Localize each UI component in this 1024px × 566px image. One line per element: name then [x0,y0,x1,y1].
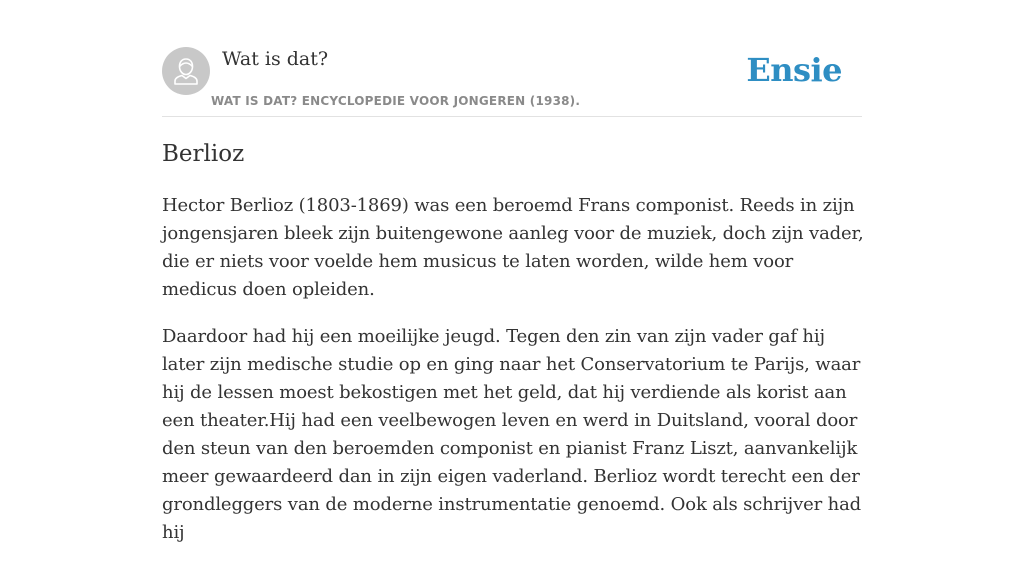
article-paragraph-2: Daardoor had hij een moeilijke jeugd. Tegen den zin van zijn vader gaf hij later zijn medische studie op en ging naar het Conservatorium te Parijs, waar hij de lessen moest bekostigen met het geld, dat hij verdiende als korist aan een theater.Hij had een veelbewogen leven en werd in Duitsland, vooral door den steun van den beroemden componist en pianist Franz Liszt, aanvankelijk meer gewaardeerd dan in zijn eigen vaderland. Berlioz wordt terecht een der grondleggers van de moderne instrumentatie genoemd. Ook als schrijver had hij [162,326,862,543]
article-paragraph-1: Hector Berlioz (1803-1869) was een beroemd Frans componist. Reeds in zijn jongensjaren bleek zijn buitengewone aanleg voor de muziek, doch zijn vader, die er niets voor voelde hem musicus te laten worden, wilde hem voor medicus doen opleiden. [162,195,864,300]
source-header [162,46,862,117]
user-silhouette-icon [162,47,210,95]
source-title[interactable]: Wat is dat? [222,48,329,70]
article-title: Berlioz [162,141,245,167]
ensie-logo-link[interactable]: Ensie [746,51,842,89]
source-avatar[interactable] [162,47,210,95]
article [162,138,864,566]
source-subtitle[interactable]: WAT IS DAT? ENCYCLOPEDIE VOOR JONGEREN (1938). [211,94,581,108]
